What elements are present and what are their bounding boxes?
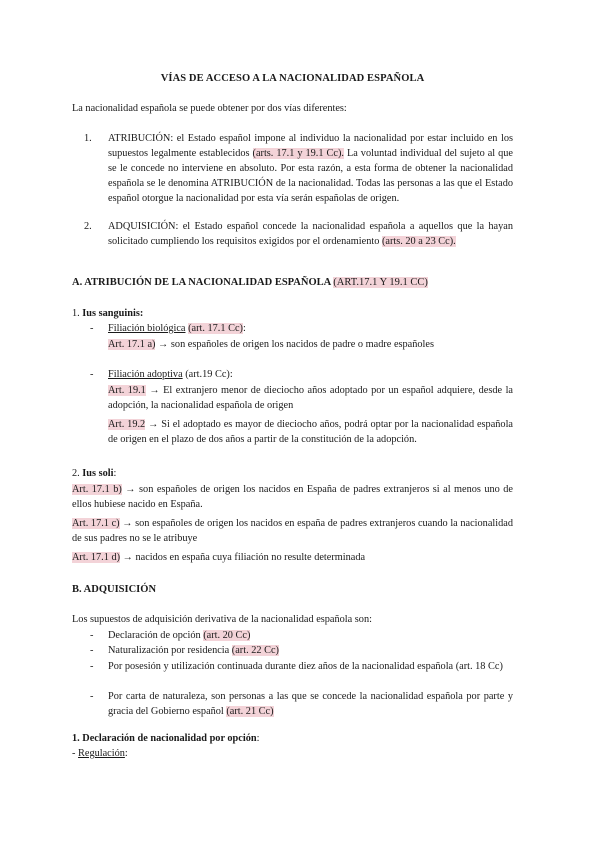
item-text: ATRIBUCIÓN: el Estado español impone al individuo la nacionalidad por estar incluido en los supuestos legalmente establecidos [108, 133, 513, 159]
sub-number: 2. [72, 468, 83, 479]
article-paragraph [108, 417, 513, 447]
article-paragraph [108, 383, 513, 413]
item-text: ADQUISICIÓN: el Estado español concede la nacionalidad española a aquellos que la hayan solicitado cumpliendo los requisitos exigidos por el ordenamiento [108, 221, 513, 247]
list-number: 2. [84, 221, 92, 232]
list-dash: - [90, 630, 94, 641]
article-reference: (arts. 20 a 23 Cc). [381, 236, 456, 247]
colon: : [242, 323, 246, 334]
list-dash: - [90, 645, 94, 656]
declaracion-heading-text: 1. Declaración de nacionalidad por opción [72, 733, 257, 744]
regulacion-line [72, 746, 128, 761]
item-text-rest: La voluntad individual del sujeto al que se le concede no interviene en absoluto. Por esta razón, a esta forma de obtener la nacionalidad española se le denomina ATRIBUCIÓN de la nacionalidad. Todas las personas a las que el Estado español otorgue la nacionalidad por esta vía serán españolas de origen. [108, 148, 514, 204]
declaracion-heading [72, 731, 259, 746]
article-reference: Art. 17.1 d) [72, 552, 121, 563]
section-b-heading: B. ADQUISICIÓN [72, 584, 157, 595]
list-item-atribucion [84, 131, 514, 206]
list-dash: - [90, 369, 94, 380]
list-dash: - [90, 661, 94, 672]
filiacion-label: Filiación biológica [108, 323, 186, 334]
sub-number: 1. [72, 308, 83, 319]
article-reference: Art. 17.1 c) [72, 518, 120, 529]
filiacion-adoptiva-heading [108, 367, 513, 382]
article-reference: (art. 22 Cc) [231, 645, 279, 656]
list-item-adquisicion [84, 219, 513, 249]
list-item [108, 628, 513, 643]
article-reference: (art. 21 Cc) [226, 706, 274, 717]
regulacion-label: Regulación [78, 748, 125, 759]
list-item [108, 689, 513, 719]
list-item-text: Por carta de naturaleza, son personas a las que se concede la nacionalidad española por parte y gracia del Gobierno español [108, 691, 513, 717]
list-item-text: Naturalización por residencia [108, 645, 232, 656]
article-text: → El extranjero menor de dieciocho años adoptado por un español adquiere, desde la adopción, la nacionalidad española de origen [108, 385, 513, 411]
section-heading-text: A. ATRIBUCIÓN DE LA NACIONALIDAD ESPAÑOLA [72, 277, 334, 288]
article-reference: (arts. 17.1 y 19.1 Cc). [252, 148, 344, 159]
sub-label: Ius sanguinis: [82, 308, 144, 319]
list-item-text: Declaración de opción [108, 630, 204, 641]
article-text: → Si el adoptado es mayor de dieciocho años, podrá optar por la nacionalidad española de origen en el plazo de dos años a partir de la constitución de la adopción. [108, 419, 513, 445]
article-reference: (art. 17.1 Cc) [188, 323, 243, 334]
list-dash: - [90, 323, 94, 334]
article-text: → son españoles de origen los nacidos en España de padres extranjeros si al menos uno de ellos hubiese nacido en España. [72, 484, 513, 510]
colon: : [256, 733, 260, 744]
article-text: → nacidos en españa cuya filiación no resulte determinada [120, 552, 366, 563]
article-text: → son españoles de origen los nacidos en españa de padres extranjeros cuando la nacionalidad de sus padres no se le atribuye [72, 518, 513, 544]
article-reference: Art. 17.1 a) [108, 339, 156, 350]
colon: : [124, 748, 128, 759]
article-paragraph [72, 516, 513, 546]
article-reference: Art. 19.2 [108, 419, 146, 430]
list-number: 1. [84, 133, 92, 144]
ius-soli-heading [72, 466, 116, 481]
article-paragraph [72, 550, 513, 565]
section-a-heading [72, 275, 428, 290]
article-reference: Art. 19.1 [108, 385, 146, 396]
article-line [108, 337, 513, 352]
colon: : [113, 468, 117, 479]
list-item-text: Por posesión y utilización continuada durante diez años de la nacionalidad española (art. 18 Cc) [108, 661, 503, 672]
list-item [108, 643, 513, 658]
ius-sanguinis-heading [72, 306, 143, 321]
list-item [108, 659, 513, 674]
article-reference: (ART.17.1 Y 19.1 CC) [333, 277, 428, 288]
document-title: VÍAS DE ACCESO A LA NACIONALIDAD ESPAÑOLA [160, 73, 425, 84]
section-b-intro: Los supuestos de adquisición derivativa de la nacionalidad española son: [72, 614, 372, 625]
intro-paragraph: La nacionalidad española se puede obtener por dos vías diferentes: [72, 103, 347, 114]
list-dash: - [90, 691, 94, 702]
sub-label: Ius soli [82, 468, 114, 479]
article-reference: Art. 17.1 b) [72, 484, 122, 495]
article-text: → son españoles de origen los nacidos de padre o madre españoles [155, 339, 434, 350]
filiacion-label: Filiación adoptiva [108, 369, 183, 380]
article-reference-plain: (art.19 Cc): [182, 369, 233, 380]
article-reference: (art. 20 Cc) [203, 630, 251, 641]
list-dash: - [72, 748, 79, 759]
filiacion-biologica-heading [108, 321, 513, 336]
article-paragraph [72, 482, 513, 512]
